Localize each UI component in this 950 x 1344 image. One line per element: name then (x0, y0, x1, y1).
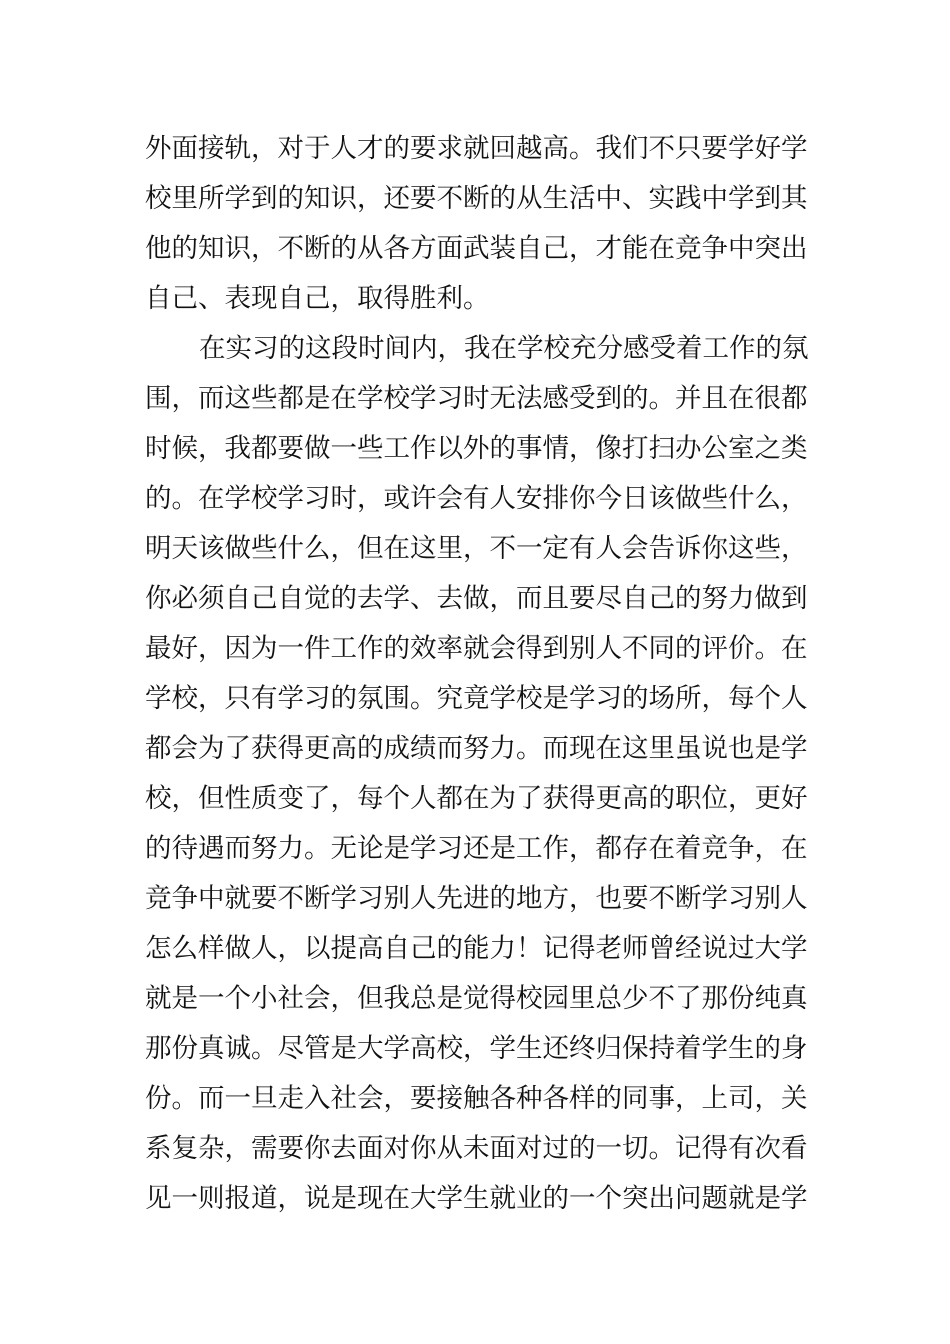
text-line: 的待遇而努力。无论是学习还是工作，都存在着竞争，在 (145, 833, 808, 864)
text-line: 自己、表现自己，取得胜利。 (145, 283, 490, 314)
text-line: 的。在学校学习时，或许会有人安排你今日该做些什么， (145, 483, 808, 514)
text-line: 那份真诚。尽管是大学高校，学生还终归保持着学生的身 (145, 1033, 808, 1064)
paragraph-2 (145, 324, 807, 1224)
body-text (145, 124, 807, 1224)
text-line: 份。而一旦走入社会，要接触各种各样的同事，上司，关 (145, 1083, 808, 1114)
text-line: 系复杂，需要你去面对你从未面对过的一切。记得有次看 (145, 1133, 808, 1164)
text-line: 竞争中就要不断学习别人先进的地方，也要不断学习别人 (145, 883, 808, 914)
text-line: 在实习的这段时间内，我在学校充分感受着工作的氛 (199, 333, 809, 364)
paragraph-1 (145, 124, 807, 324)
text-line: 外面接轨，对于人才的要求就回越高。我们不只要学好学 (145, 133, 808, 164)
text-line: 校，但性质变了，每个人都在为了获得更高的职位，更好 (145, 783, 808, 814)
text-line: 就是一个小社会，但我总是觉得校园里总少不了那份纯真 (145, 983, 808, 1014)
text-line: 明天该做些什么，但在这里，不一定有人会告诉你这些， (145, 533, 808, 564)
text-line: 校里所学到的知识，还要不断的从生活中、实践中学到其 (145, 183, 808, 214)
text-line: 都会为了获得更高的成绩而努力。而现在这里虽说也是学 (145, 733, 808, 764)
text-line: 你必须自己自觉的去学、去做，而且要尽自己的努力做到 (145, 583, 808, 614)
text-line: 最好，因为一件工作的效率就会得到别人不同的评价。在 (145, 633, 808, 664)
text-line: 围，而这些都是在学校学习时无法感受到的。并且在很都 (145, 383, 808, 414)
text-line: 时候，我都要做一些工作以外的事情，像打扫办公室之类 (145, 433, 808, 464)
text-line: 见一则报道，说是现在大学生就业的一个突出问题就是学 (145, 1183, 808, 1214)
text-line: 他的知识，不断的从各方面武装自己，才能在竞争中突出 (145, 233, 808, 264)
text-line: 学校，只有学习的氛围。究竟学校是学习的场所，每个人 (145, 683, 808, 714)
text-line: 怎么样做人，以提高自己的能力！记得老师曾经说过大学 (145, 933, 808, 964)
